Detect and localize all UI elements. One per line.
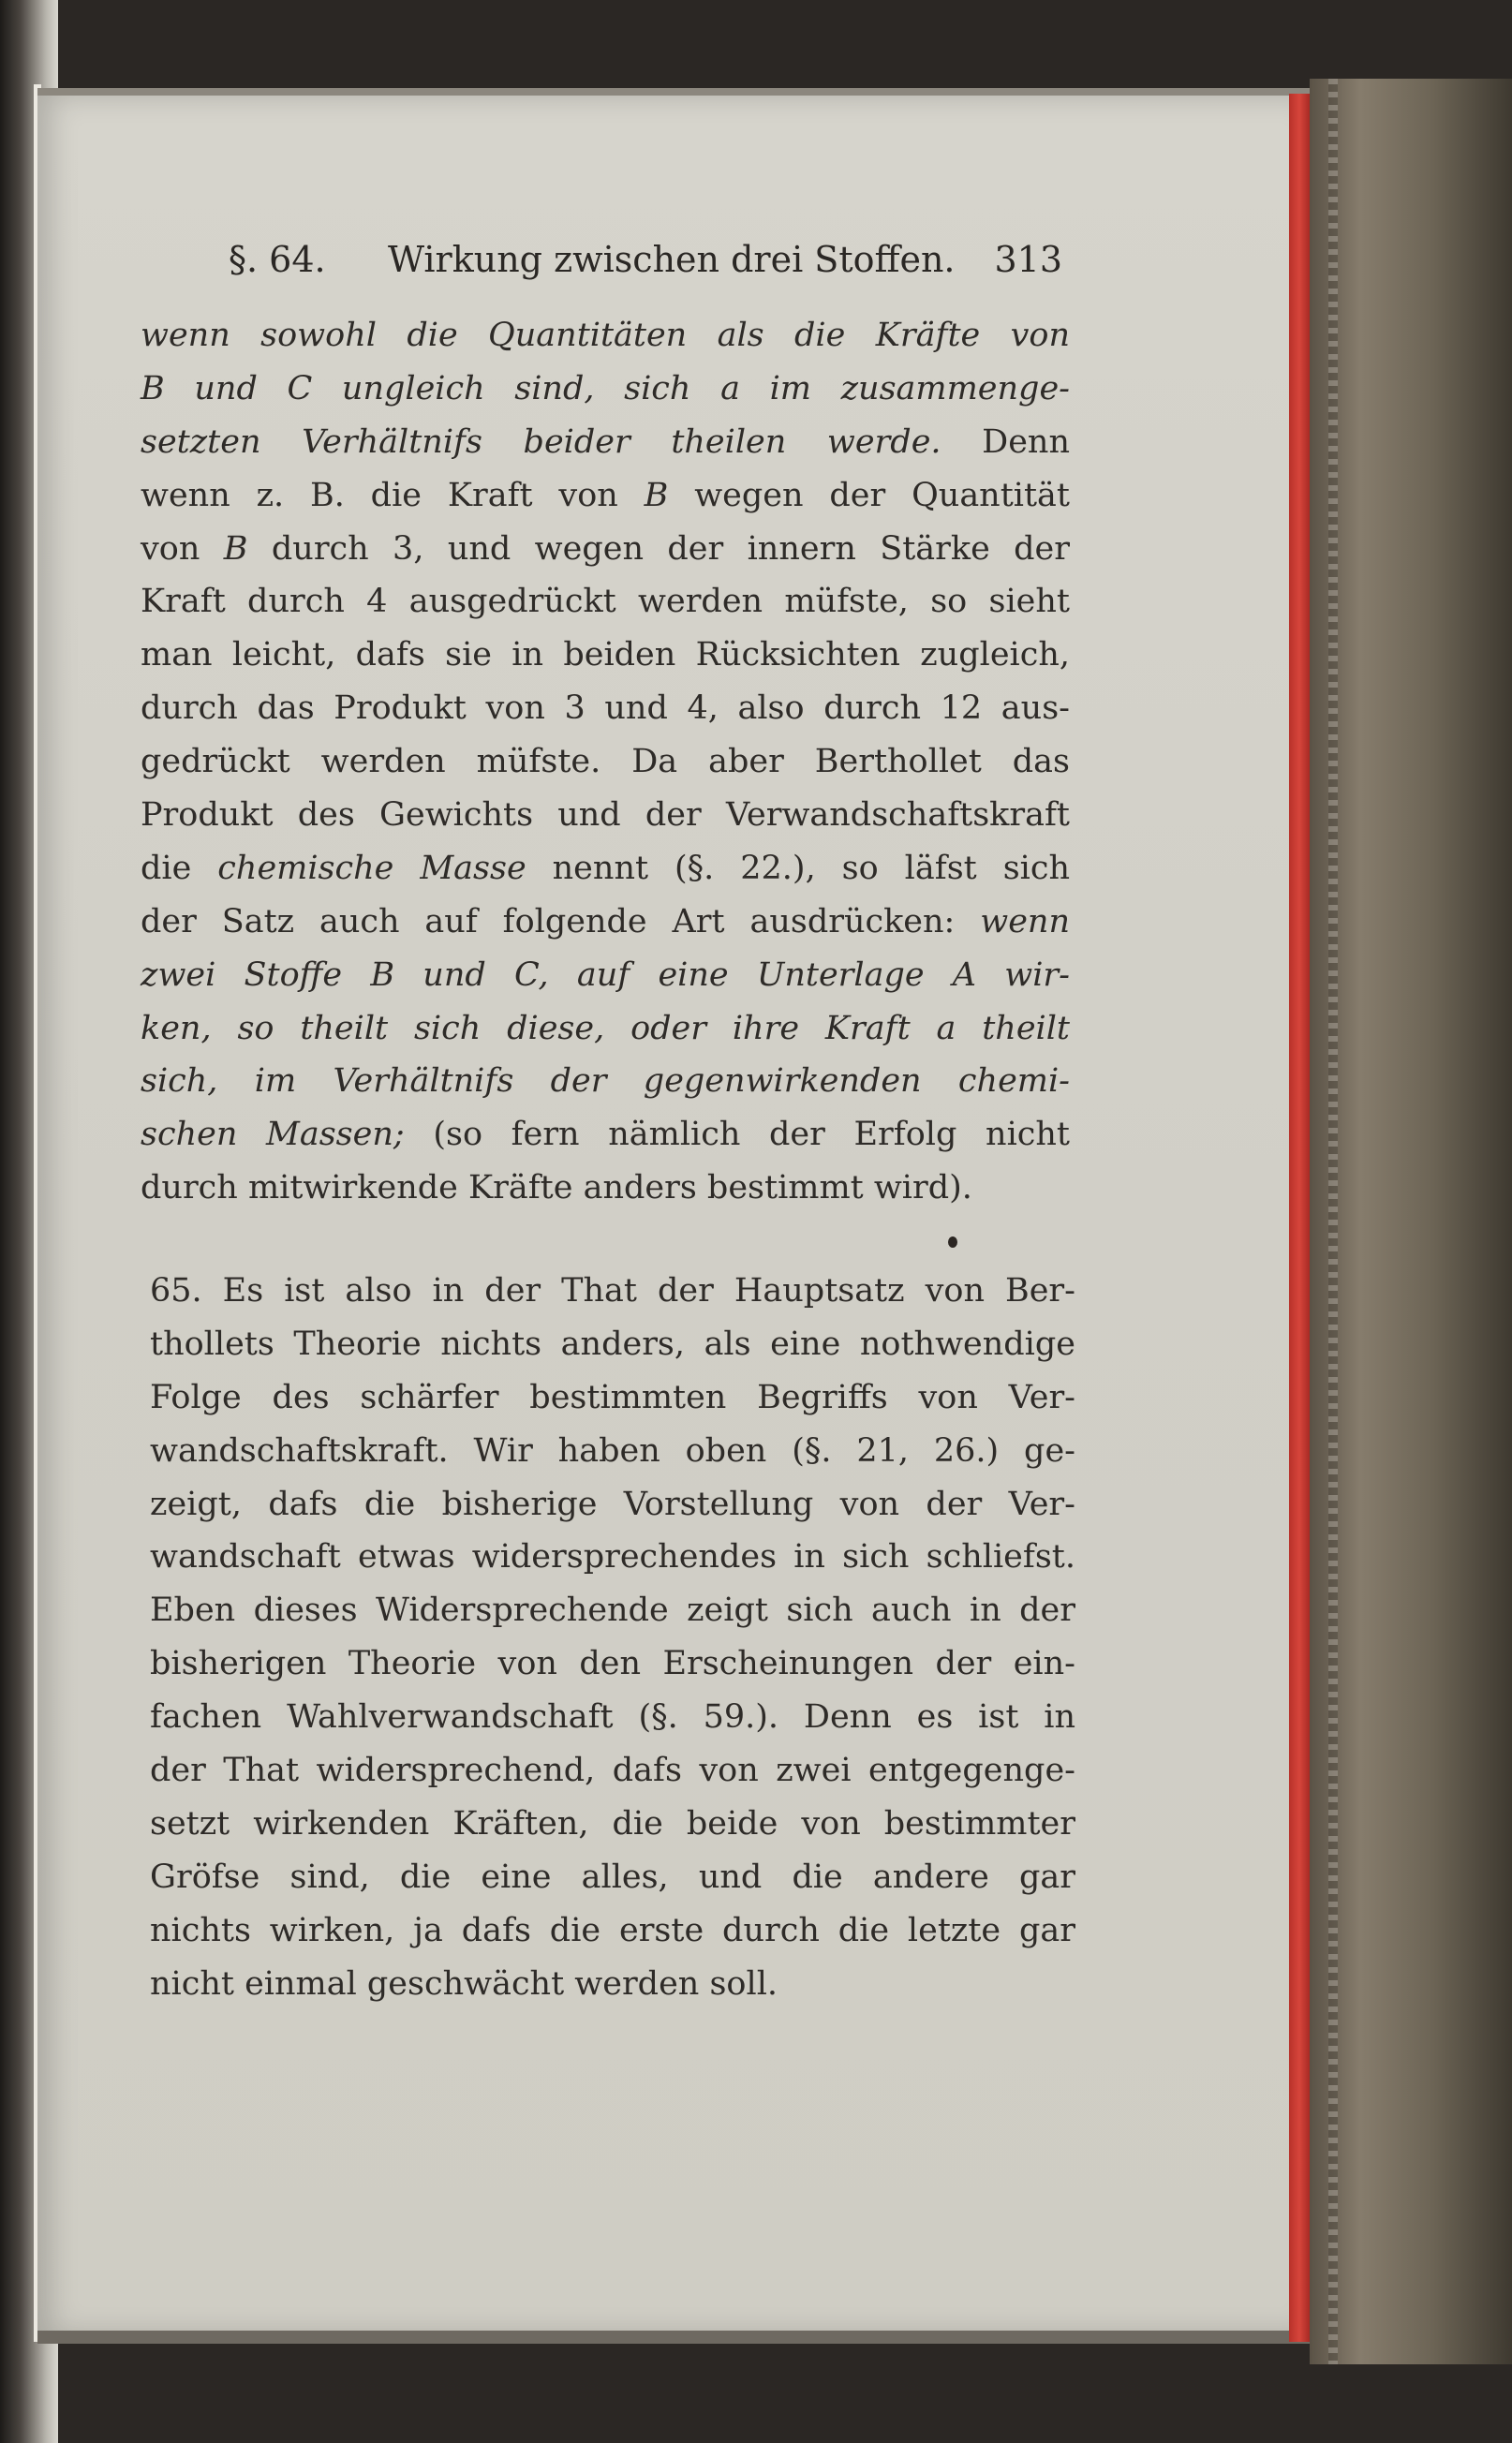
text-run: (so fern nämlich der Erfolg nicht (404, 1116, 1070, 1154)
text-run: setzt wirkenden Kräften, die beide von bestimmter (150, 1804, 1075, 1843)
text-line (141, 842, 1070, 896)
text-run: durch mitwirkende Kräfte anders bestimmt wird). (141, 1169, 972, 1207)
italic-text: chemische Masse (217, 849, 526, 887)
text-line (150, 1637, 1075, 1691)
text-line (141, 735, 1070, 789)
text-run: fachen Wahlverwandschaft (§. 59.). Denn es ist in (150, 1698, 1075, 1737)
text-line (150, 1265, 1075, 1318)
italic-text: setzten Verhältnifs beider theilen werde. (141, 422, 941, 461)
text-line (141, 629, 1070, 682)
italic-text: wenn sowohl die Quantitäten als die Kräfte von (141, 317, 1070, 354)
italic-text: wenn (980, 902, 1070, 940)
text-run: nicht einmal geschwächt werden soll. (150, 1964, 778, 2003)
text-line (150, 1691, 1075, 1744)
text-run: 65. Es ist also in der That der Hauptsatz von Ber- (150, 1272, 1075, 1310)
text-line (150, 1958, 1075, 2011)
text-run: nichts wirken, ja dafs die erste durch die letzte gar (150, 1911, 1075, 1949)
text-run: der Satz auch auf folgende Art ausdrücken: (141, 902, 981, 940)
page-bottom-edge (37, 2331, 1312, 2344)
text-line (141, 469, 1070, 523)
text-line (141, 363, 1070, 416)
text-run: bisherigen Theorie von den Erscheinungen der ein- (150, 1645, 1075, 1683)
text-line (150, 1904, 1075, 1958)
text-line (141, 1055, 1070, 1108)
text-run: durch 3, und wegen der innern Stärke der (247, 529, 1071, 568)
text-line (141, 309, 1070, 363)
text-line (150, 1531, 1075, 1584)
text-line (150, 1425, 1075, 1478)
text-line (141, 575, 1070, 629)
italic-text: B (223, 529, 248, 568)
text-run: man leicht, dafs sie in beiden Rücksichten zugleich, (141, 636, 1070, 674)
text-run: Denn (941, 422, 1070, 461)
text-line (150, 1478, 1075, 1532)
text-run: der That widersprechend, dafs von zwei entgegenge- (150, 1752, 1075, 1790)
text-run: Eben dieses Widersprechende zeigt sich auch in der (150, 1592, 1075, 1630)
text-line (150, 1798, 1075, 1851)
text-line (141, 1162, 1070, 1215)
text-run: Produkt des Gewichts und der Verwandschaftskraft (141, 796, 1070, 835)
italic-text: sich, im Verhältnifs der gegenwirkenden chemi- (141, 1062, 1070, 1101)
paragraph-2 (150, 1265, 1075, 2010)
text-line (141, 896, 1070, 949)
italic-text: B und C ungleich sind, sich a im zusammenge- (141, 369, 1070, 407)
text-line (150, 1851, 1075, 1904)
text-run: zeigt, dafs die bisherige Vorstellung von der Ver- (150, 1485, 1075, 1523)
text-line (150, 1744, 1075, 1798)
text-run: wandschaft etwas widersprechendes in sich schliefst. (150, 1538, 1075, 1577)
ink-spot (948, 1236, 957, 1248)
text-run: die (141, 849, 218, 887)
page-number: 313 (994, 239, 1062, 280)
paragraph-1 (141, 309, 1070, 1215)
text-line (141, 523, 1070, 576)
text-run: Gröfse sind, die eine alles, und die andere gar (150, 1858, 1075, 1896)
italic-text: ken, so theilt sich diese, oder ihre Kraft a theilt (141, 1009, 1070, 1047)
header-title: Wirkung zwischen drei Stoffen. (388, 239, 956, 280)
text-line (141, 789, 1070, 842)
text-run: von (141, 529, 224, 568)
book-cover-edge (1310, 79, 1512, 2364)
text-run: wenn z. B. die Kraft von (141, 476, 645, 514)
text-run: wegen der Quantität (668, 476, 1070, 514)
text-line (141, 416, 1070, 469)
text-run: gedrückt werden müfste. Da aber Berthollet das (141, 743, 1070, 781)
text-line (141, 1002, 1070, 1056)
text-run: thollets Theorie nichts anders, als eine nothwendige (150, 1325, 1075, 1363)
red-page-edge (1289, 94, 1310, 2342)
text-run: wandschaftskraft. Wir haben oben (§. 21, 26.) ge- (150, 1431, 1075, 1470)
text-run: Kraft durch 4 ausgedrückt werden müfste, so sieht (141, 583, 1070, 621)
text-run: Folge des schärfer bestimmten Begriffs von Ver- (150, 1378, 1075, 1416)
italic-text: zwei Stoffe B und C, auf eine Unterlage A wir- (141, 955, 1070, 994)
italic-text: schen Massen; (141, 1116, 405, 1154)
italic-text: B (644, 476, 669, 514)
text-line (141, 1108, 1070, 1162)
text-run: nennt (§. 22.), so läfst sich (526, 849, 1070, 887)
text-line (141, 949, 1070, 1002)
text-line (150, 1318, 1075, 1371)
text-line (150, 1371, 1075, 1425)
running-header (229, 239, 1072, 286)
section-number: §. 64. (229, 239, 326, 280)
text-run: durch das Produkt von 3 und 4, also durch 12 aus- (141, 689, 1070, 728)
text-line (141, 682, 1070, 735)
text-line (150, 1584, 1075, 1637)
